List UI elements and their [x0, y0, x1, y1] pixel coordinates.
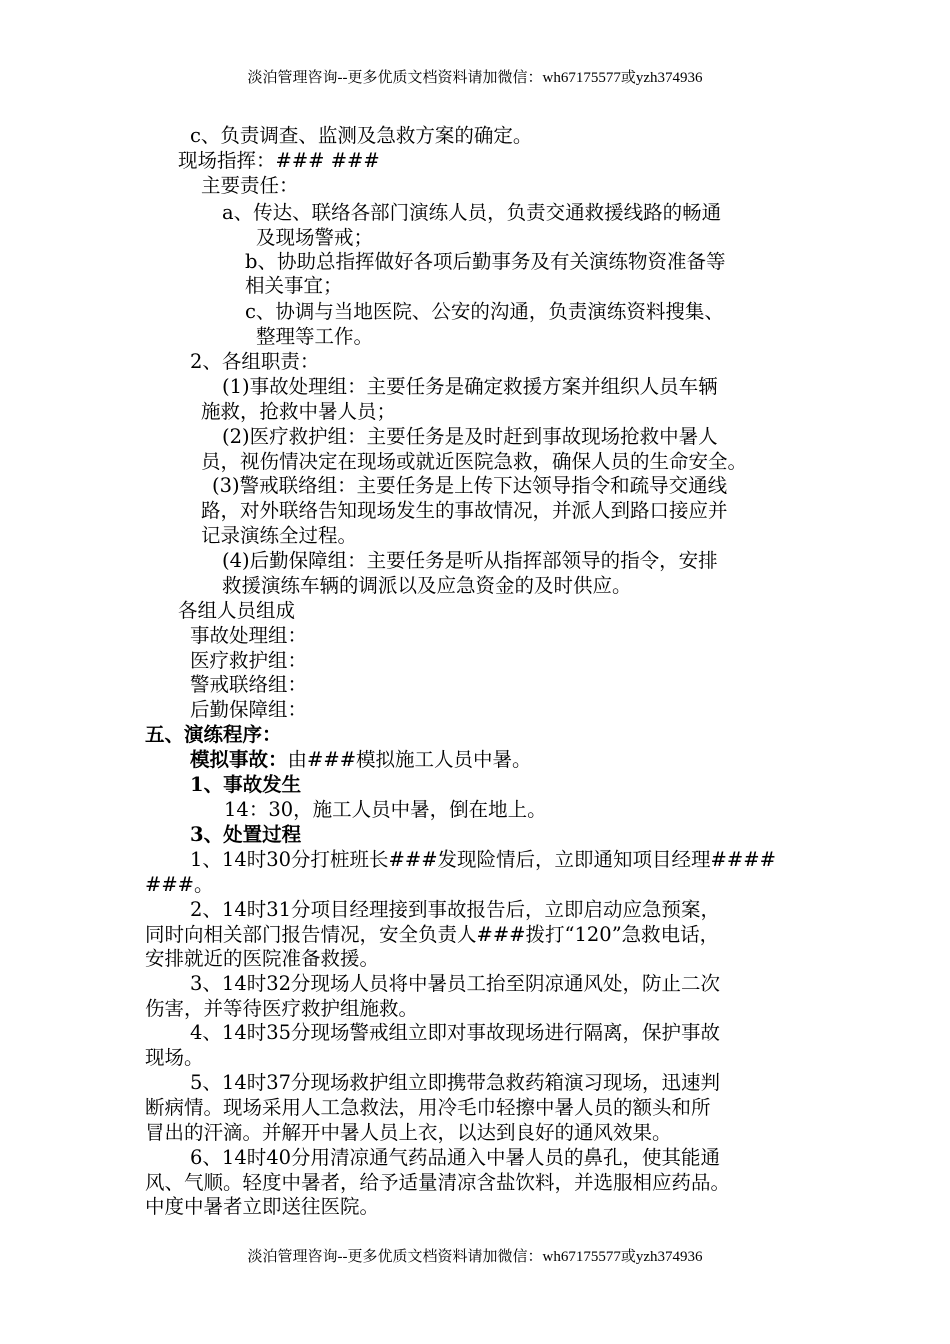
text-line: 现场指挥：### ### — [178, 149, 380, 172]
text-line: 风、气顺。轻度中暑者，给予适量清凉含盐饮料，并选服相应药品。 — [145, 1171, 731, 1194]
text-line: 安排就近的医院准备救援。 — [145, 947, 380, 970]
text-line: 相关事宜； — [245, 274, 343, 297]
subsection-heading: 1、事故发生 — [190, 773, 302, 796]
text-line: 5、14时37分现场救护组立即携带急救药箱演习现场，迅速判 — [190, 1071, 721, 1094]
text-line: 现场。 — [145, 1046, 204, 1069]
text-line: 医疗救护组： — [190, 649, 308, 672]
text-line: (1)事故处理组：主要任务是确定救援方案并组织人员车辆 — [222, 375, 718, 398]
section-heading: 五、演练程序： — [145, 723, 282, 746]
text-line: 2、各组职责： — [190, 350, 320, 373]
text-line: 中度中暑者立即送往医院。 — [145, 1195, 380, 1218]
text-line: 路，对外联络告知现场发生的事故情况，并派人到路口接应并 — [201, 499, 728, 522]
text-line: 4、14时35分现场警戒组立即对事故现场进行隔离，保护事故 — [190, 1021, 721, 1044]
text-line: (2)医疗救护组：主要任务是及时赶到事故现场抢救中暑人 — [222, 425, 718, 448]
text-line: 事故处理组： — [190, 624, 308, 647]
text-line: ###。 — [145, 873, 214, 896]
text-line: 14：30，施工人员中暑，倒在地上。 — [224, 798, 547, 821]
text-line: 后勤保障组： — [190, 698, 308, 721]
text-line: 整理等工作。 — [256, 325, 374, 348]
text-line: a、传达、联络各部门演练人员，负责交通救援线路的畅通 — [222, 201, 722, 224]
text-line: 冒出的汗滴。并解开中暑人员上衣，以达到良好的通风效果。 — [145, 1121, 672, 1144]
page-footer: 淡泊管理咨询--更多优质文档资料请加微信：wh67175577或yzh374936 — [247, 1249, 703, 1265]
page-header: 淡泊管理咨询--更多优质文档资料请加微信：wh67175577或yzh374936 — [247, 70, 703, 86]
text-line: c、负责调查、监测及急救方案的确定。 — [190, 124, 533, 147]
text-line: 同时向相关部门报告情况，安全负责人###拨打“120”急救电话， — [145, 923, 720, 946]
text-line: 施救，抢救中暑人员； — [201, 400, 397, 423]
text-line: 警戒联络组： — [190, 673, 308, 696]
text-line: 6、14时40分用清凉通气药品通入中暑人员的鼻孔，使其能通 — [190, 1146, 721, 1169]
text-line: 主要责任： — [201, 174, 299, 197]
text-line: 各组人员组成 — [178, 599, 296, 622]
text-line: 及现场警戒； — [256, 226, 374, 249]
text-line: (3)警戒联络组：主要任务是上传下达领导指令和疏导交通线 — [212, 474, 728, 497]
text-line: 1、14时30分打桩班长###发现险情后，立即通知项目经理#### — [190, 848, 776, 871]
text-line: 断病情。现场采用人工急救法，用冷毛巾轻擦中暑人员的额头和所 — [145, 1096, 711, 1119]
subsection-heading: 3、处置过程 — [190, 823, 302, 846]
text-line: b、协助总指挥做好各项后勤事务及有关演练物资准备等 — [245, 250, 726, 273]
bold-label: 模拟事故： — [190, 748, 288, 771]
text-line: 3、14时32分现场人员将中暑员工抬至阴凉通风处，防止二次 — [190, 972, 721, 995]
text-line: 员，视伤情决定在现场或就近医院急救，确保人员的生命安全。 — [201, 450, 748, 473]
text-line: 伤害，并等待医疗救护组施救。 — [145, 997, 419, 1020]
text-line: c、协调与当地医院、公安的沟通，负责演练资料搜集、 — [245, 300, 724, 323]
text-span: 由###模拟施工人员中暑。 — [287, 748, 532, 771]
text-line: 救援演练车辆的调派以及应急资金的及时供应。 — [222, 574, 632, 597]
text-line — [190, 748, 532, 772]
text-line: 记录演练全过程。 — [201, 524, 358, 547]
text-line: (4)后勤保障组：主要任务是听从指挥部领导的指令，安排 — [222, 549, 718, 572]
text-line: 2、14时31分项目经理接到事故报告后，立即启动应急预案， — [190, 898, 721, 921]
